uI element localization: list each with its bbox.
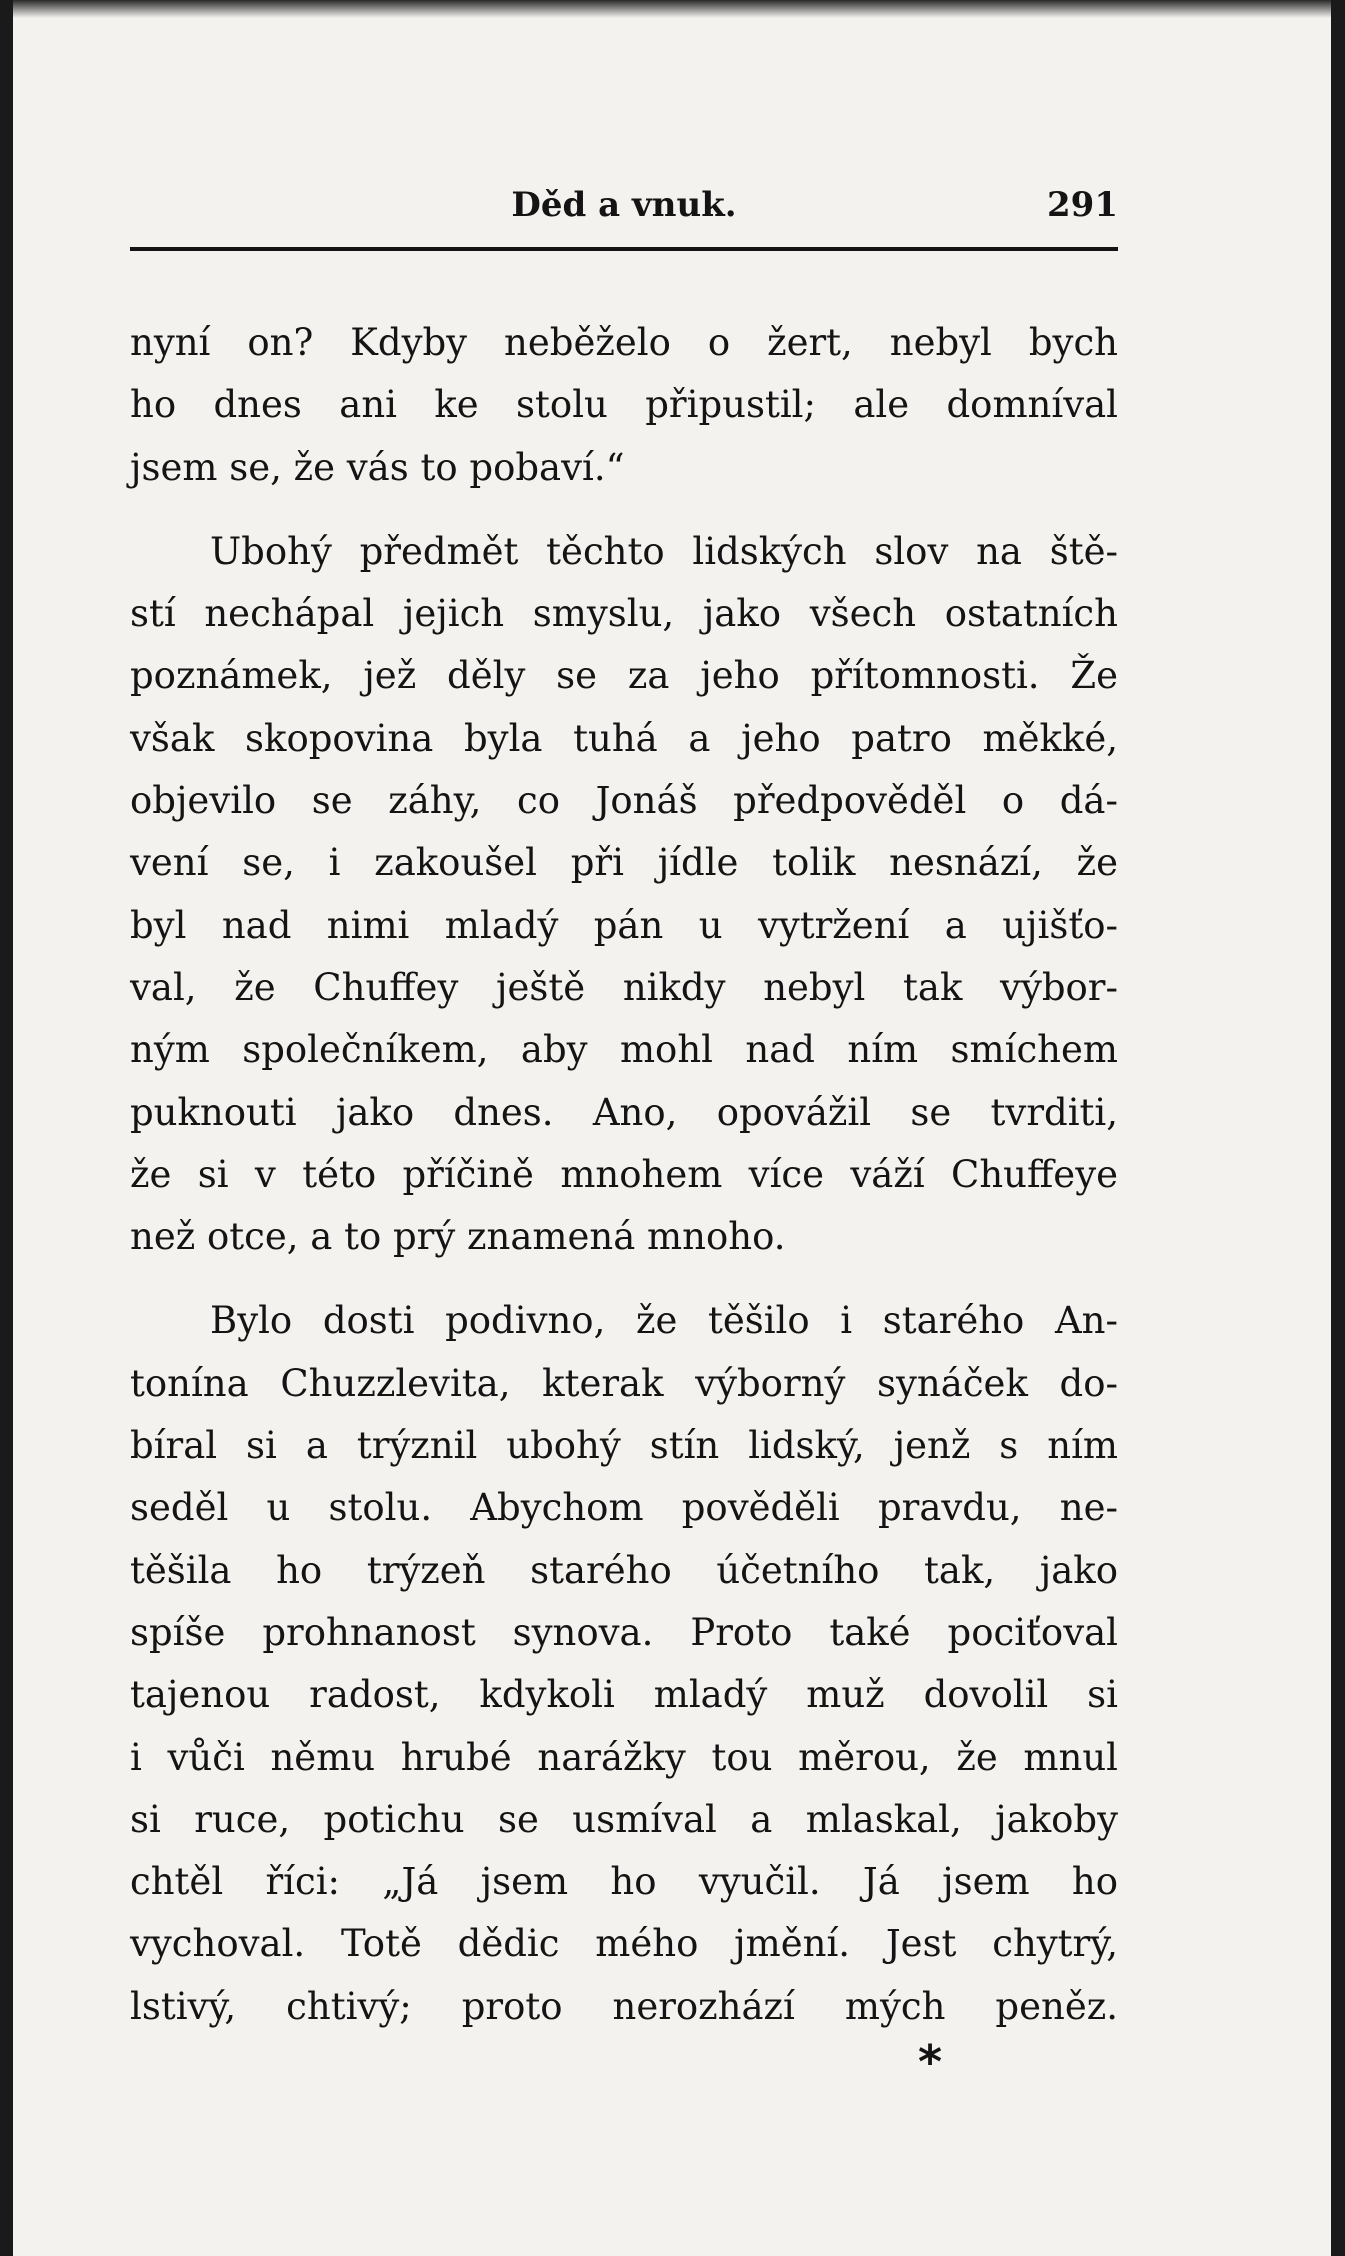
text-line: i vůči němu hrubé narážky tou měrou, že mnul [130,1735,1118,1779]
paragraph-2 [130,521,1118,1269]
body-text [130,312,1118,2038]
scan-left-edge [0,0,13,2256]
text-line: seděl u stolu. Abychom pověděli pravdu, ne- [130,1486,1118,1530]
text-line: bíral si a trýznil ubohý stín lidský, jenž s ním [130,1424,1118,1468]
text-line: stí nechápal jejich smyslu, jako všech ostatních [130,592,1118,636]
text-line: spíše prohnanost synova. Proto také pociťoval [130,1610,1118,1654]
text-line: než otce, a to prý znamená mnoho. [130,1215,786,1259]
text-line: vychoval. Totě dědic mého jmění. Jest chytrý, [130,1922,1118,1966]
text-line: že si v této příčině mnohem více váží Chuffeye [130,1152,1118,1196]
text-line: tonína Chuzzlevita, kterak výborný synáček do- [130,1361,1118,1405]
text-line: si ruce, potichu se usmíval a mlaskal, jakoby [130,1797,1118,1841]
paragraph-1 [130,312,1118,499]
paragraph-3 [130,1290,1118,2038]
scan-top-edge [0,0,1345,18]
text-line: lstivý, chtivý; proto nerozhází mých peněz. [130,1984,1118,2028]
running-title: Děd a vnuk. [511,185,737,225]
text-line: tajenou radost, kdykoli mladý muž dovolil si [130,1673,1118,1717]
text-line: ným společníkem, aby mohl nad ním smíchem [130,1028,1118,1072]
text-line: puknouti jako dnes. Ano, opovážil se tvrditi, [130,1090,1118,1134]
scan-right-edge [1331,0,1345,2256]
header-rule [130,247,1118,251]
text-line: Ubohý předmět těchto lidských slov na ště- [210,529,1118,573]
text-line: Bylo dosti podivno, že těšilo i starého An- [210,1299,1118,1343]
text-line: ho dnes ani ke stolu připustil; ale domníval [130,383,1118,427]
text-line: těšila ho trýzeň starého účetního tak, jako [130,1548,1118,1592]
text-line: vení se, i zakoušel při jídle tolik nesnází, že [130,841,1118,885]
text-line: však skopovina byla tuhá a jeho patro měkké, [130,716,1118,760]
text-line: val, že Chuffey ještě nikdy nebyl tak výbor- [130,965,1118,1009]
text-line: jsem se, že vás to pobaví.“ [130,445,625,489]
text-line: nyní on? Kdyby neběželo o žert, nebyl bych [130,321,1118,364]
running-header [130,185,1118,235]
text-line: objevilo se záhy, co Jonáš předpověděl o dá- [130,779,1118,823]
text-line: poznámek, jež děly se za jeho přítomnosti. Že [130,654,1118,698]
text-line: byl nad nimi mladý pán u vytržení a ujišťo- [130,903,1118,947]
page-number: 291 [1047,185,1118,225]
ornament-asterisk: * [917,2035,943,2089]
text-line: chtěl říci: „Já jsem ho vyučil. Já jsem ho [130,1860,1118,1904]
